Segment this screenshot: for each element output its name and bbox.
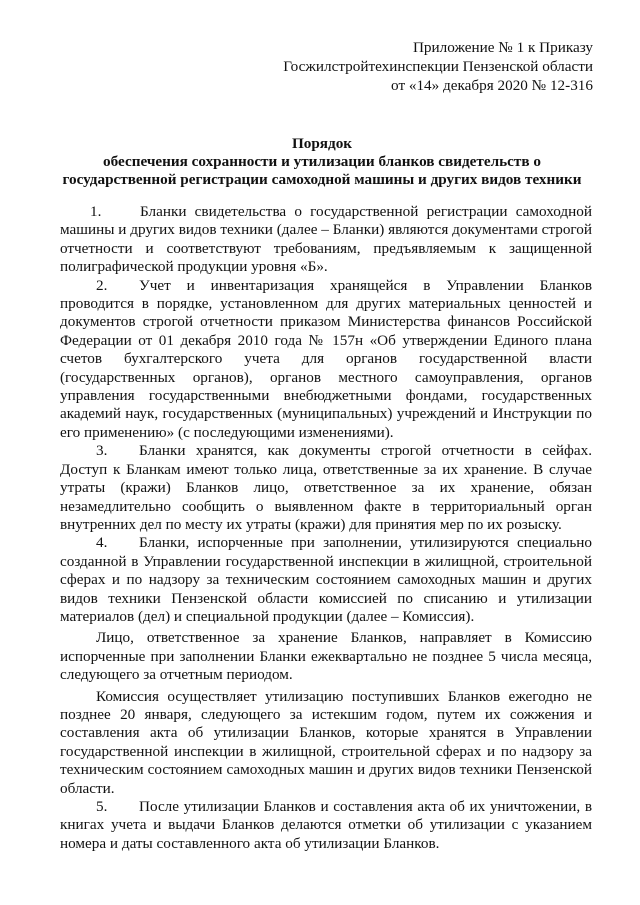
paragraph-text: Учет и инвентаризация хранящейся в Управлении Бланков проводится в порядке, установленном для других материальных ценностей и документов строгой отчетности приказом Министерства финансов Российской Федерации от 01 декабря 2010 года № 157н «Об утверждении Единого плана счетов бухгалтерского учета для органов государственной власти (государственных органов), органов местного самоуправления, органов управления государственными внебюджетными фондами, государственных академий наук, государственных (муниципальных) учреждений и Инструкции по его применению» (с последующими изменениями). (60, 276, 592, 441)
title-line-1: Порядок (291, 135, 353, 152)
title-line-2: обеспечения сохранности и утилизации бланков свидетельств о (103, 153, 541, 170)
paragraph-5 (60, 798, 592, 853)
paragraph-number: 3. (96, 442, 108, 460)
paragraph-number: 1. (90, 203, 102, 220)
paragraph-number: 5. (96, 798, 108, 815)
paragraph-number: 4. (96, 534, 108, 552)
paragraph-text: Бланки, испорченные при заполнении, утилизируются специально созданной в Управлении государственной инспекции в жилищной, строительной сферах и по надзору за техническим состоянием самоходных машин и других видов техники Пензенской области комиссией по списанию и утилизации материалов (дел) и специальной продукции (далее – Комиссия). (60, 534, 592, 625)
appendix-header (283, 38, 593, 95)
paragraph-3 (60, 442, 592, 534)
appendix-line-3: от «14» декабря 2020 № 12-316 (391, 77, 593, 94)
document-body (60, 203, 592, 853)
paragraph-1 (60, 203, 592, 277)
paragraph-2 (60, 277, 592, 443)
document-title (56, 135, 588, 189)
appendix-line-2: Госжилстройтехинспекции Пензенской области (283, 58, 593, 75)
paragraph-text: Бланки хранятся, как документы строгой отчетности в сейфах. Доступ к Бланкам имеют только лица, ответственные за их хранение. В случае утраты (кражи) Бланков лицо, ответственное за их хранение, обязан незамедлительно сообщить о выявленном факте в территориальный орган внутренних дел по месту их утраты (кражи) для принятия мер по их розыску. (60, 442, 592, 533)
paragraph-4-cont-2 (60, 688, 592, 798)
paragraph-text: Комиссия осуществляет утилизацию поступивших Бланков ежегодно не позднее 20 января, следующего за истекшим годом, путем их сожжения и составления акта об утилизации Бланков, которые хранятся в Управлении государственной инспекции в жилищной, строительной сферах и по надзору за техническим состоянием самоходных машин и других видов техники Пензенской области. (60, 687, 592, 797)
appendix-line-1: Приложение № 1 к Приказу (412, 39, 593, 56)
title-line-3: государственной регистрации самоходной машины и других видов техники (62, 171, 582, 188)
paragraph-text: Бланки свидетельства о государственной регистрации самоходной машины и других видов техники (далее – Бланки) являются документами строгой отчетности и соответствуют требованиям, предъявляемым к защищенной полиграфической продукции уровня «Б». (60, 203, 592, 276)
paragraph-number: 2. (96, 276, 108, 294)
paragraph-text: После утилизации Бланков и составления акта об их уничтожении, в книгах учета и выдачи Бланков делаются отметки об утилизации с указанием номера и даты составленного акта об утилизации Бланков. (60, 798, 592, 852)
paragraph-4 (60, 534, 592, 626)
paragraph-4-cont-1 (60, 629, 592, 684)
paragraph-text: Лицо, ответственное за хранение Бланков, направляет в Комиссию испорченные при заполнении Бланки ежеквартально не позднее 5 числа месяца, следующего за отчетным периодом. (60, 629, 592, 684)
